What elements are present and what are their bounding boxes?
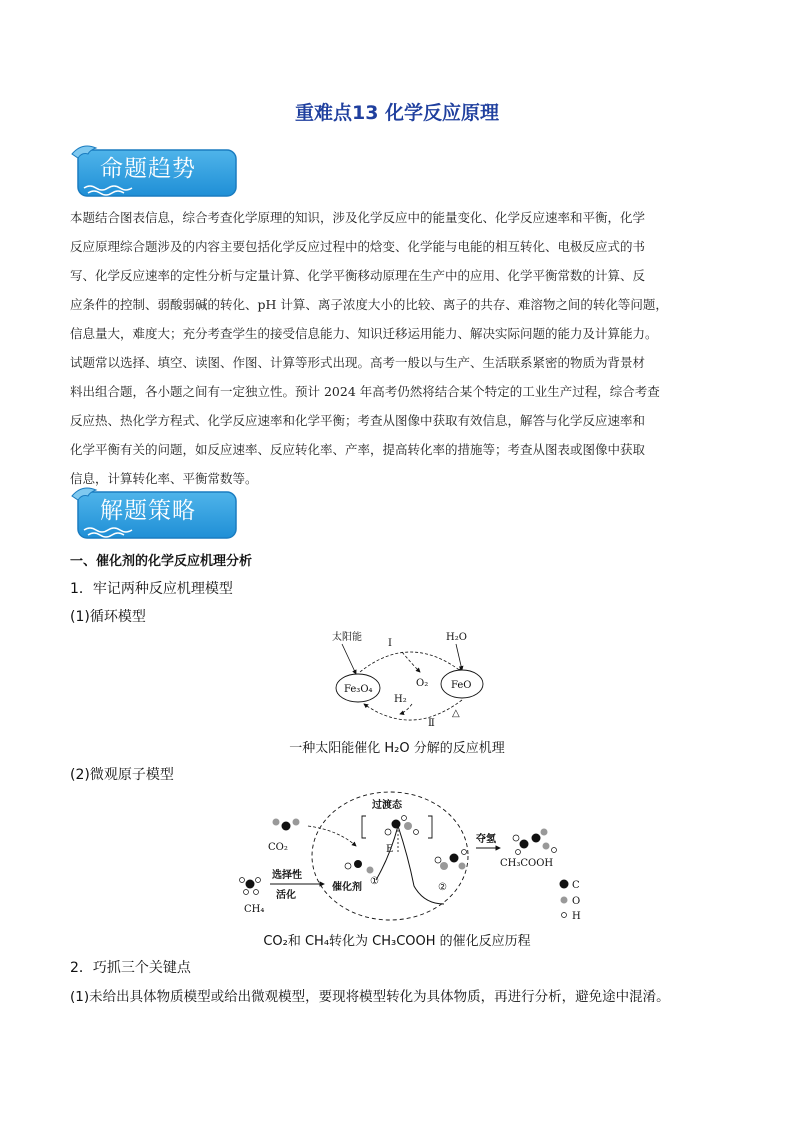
ch4-label: CH₄ [244, 904, 265, 915]
intro-line: 本题结合图表信息，综合考查化学原理的知识，涉及化学反应中的能量变化、化学反应速率和平衡，化学 [70, 210, 646, 225]
atom-model-diagram [238, 786, 588, 926]
intro-paragraph [70, 203, 726, 493]
section-banner-strategy [70, 484, 238, 540]
atom-h [385, 829, 391, 835]
h2o-label: H₂O [446, 632, 467, 643]
legend-o-dot [561, 897, 568, 904]
acetic-acid-molecule [513, 829, 557, 855]
step1-mark: ① [370, 876, 379, 887]
step1-label: Ⅰ [388, 638, 392, 649]
figure-caption: CO₂和 CH₄转化为 CH₃COOH 的催化反应历程 [263, 934, 531, 949]
cycle-diagram [320, 628, 500, 728]
banner-label: 命题趋势 [100, 156, 196, 182]
intro-line: 反应原理综合题涉及的内容主要包括化学反应过程中的焓变、化学能与电能的相互转化、电极反应式的书 [70, 239, 646, 254]
atom-h [402, 816, 407, 821]
banner-label: 解题策略 [100, 498, 196, 524]
legend-h-label: H [572, 911, 581, 922]
co2-arrow [308, 826, 356, 846]
solar-arrow [342, 644, 356, 674]
product-label: CH₃COOH [500, 858, 554, 869]
catalyst-region [312, 792, 468, 920]
ch4-molecule [240, 878, 261, 895]
reverse-arrow [364, 700, 462, 720]
page-title: 重难点13 化学反应原理 [294, 102, 500, 124]
fe3o4-label: Fe₃O₄ [344, 684, 373, 695]
h-capture-label: 夺氢 [476, 834, 496, 845]
o2-label: O₂ [416, 678, 429, 689]
transition-label: 过渡态 [372, 800, 402, 811]
intro-line: 料出组合题，各小题之间有一定独立性。预计 2024 年高考仍然将结合某个特定的工业生产过程，综合考查 [70, 384, 660, 399]
intro-line: 化学平衡有关的问题，如反应速率、反应转化率、产率，提高转化率的措施等；考查从图表或图像中获取 [70, 442, 646, 457]
forward-arrow [360, 652, 462, 672]
step2-label: Ⅱ [428, 718, 435, 728]
solar-label: 太阳能 [332, 632, 362, 643]
key-point: (1)未给出具体物质模型或给出微观模型，要现将模型转化为具体物质，再进行分析，避免途中混淆。 [70, 989, 670, 1005]
step2-mark: ② [438, 882, 447, 893]
feo-label: FeO [451, 680, 472, 691]
item-heading: 2．巧抓三个关键点 [70, 960, 191, 976]
co2-label: CO₂ [268, 842, 288, 853]
intro-line: 应条件的控制、弱酸弱碱的转化、pH 计算、离子浓度大小的比较、离子的共存、难溶物之间的转化等问题， [70, 297, 668, 312]
section-banner-trend [70, 142, 238, 198]
intro-line: 反应热、热化学方程式、化学反应速率和化学平衡；考查从图像中获取有效信息，解答与化学反应速率和 [70, 413, 646, 428]
co2-molecule [273, 819, 300, 831]
atom-h [414, 830, 419, 835]
h2-arrow [400, 704, 412, 714]
item-heading: 1．牢记两种反应机理模型 [70, 581, 233, 597]
adsorbed-species-1 [345, 860, 374, 874]
energy-curve [376, 826, 444, 904]
h2-label: H₂ [394, 694, 407, 705]
o2-arrow [402, 652, 420, 672]
section-heading: 一、催化剂的化学反应机理分析 [70, 554, 253, 569]
h2o-arrow [456, 644, 462, 670]
legend-o-label: O [572, 896, 581, 907]
legend-c-label: C [572, 880, 580, 891]
figure-caption: 一种太阳能催化 H₂O 分解的反应机理 [289, 741, 505, 756]
heat-label: △ [452, 708, 460, 719]
legend-c-dot [560, 880, 569, 889]
sub-heading: (1)循环模型 [70, 609, 146, 625]
atom-o [404, 822, 412, 830]
ea-label: E [386, 844, 394, 855]
intro-line: 写、化学反应速率的定性分析与定量计算、化学平衡移动原理在生产中的应用、化学平衡常数的计算、反 [70, 268, 646, 283]
legend-h-dot [562, 913, 567, 918]
sub-heading: (2)微观原子模型 [70, 767, 174, 783]
intro-line: 信息量大，难度大；充分考查学生的接受信息能力、知识迁移运用能力、解决实际问题的能力及计算能力。 [70, 326, 658, 341]
adsorbed-species-2 [435, 850, 467, 871]
intro-line: 试题常以选择、填空、读图、作图、计算等形式出现。高考一般以与生产、生活联系紧密的物质为背景材 [70, 355, 646, 370]
catalyst-label: 催化剂 [332, 882, 362, 893]
intro-line: 信息，计算转化率、平衡常数等。 [70, 471, 258, 486]
selective-label: 选择性 [272, 870, 302, 881]
atom-c [392, 820, 401, 829]
activation-label: 活化 [276, 890, 296, 901]
